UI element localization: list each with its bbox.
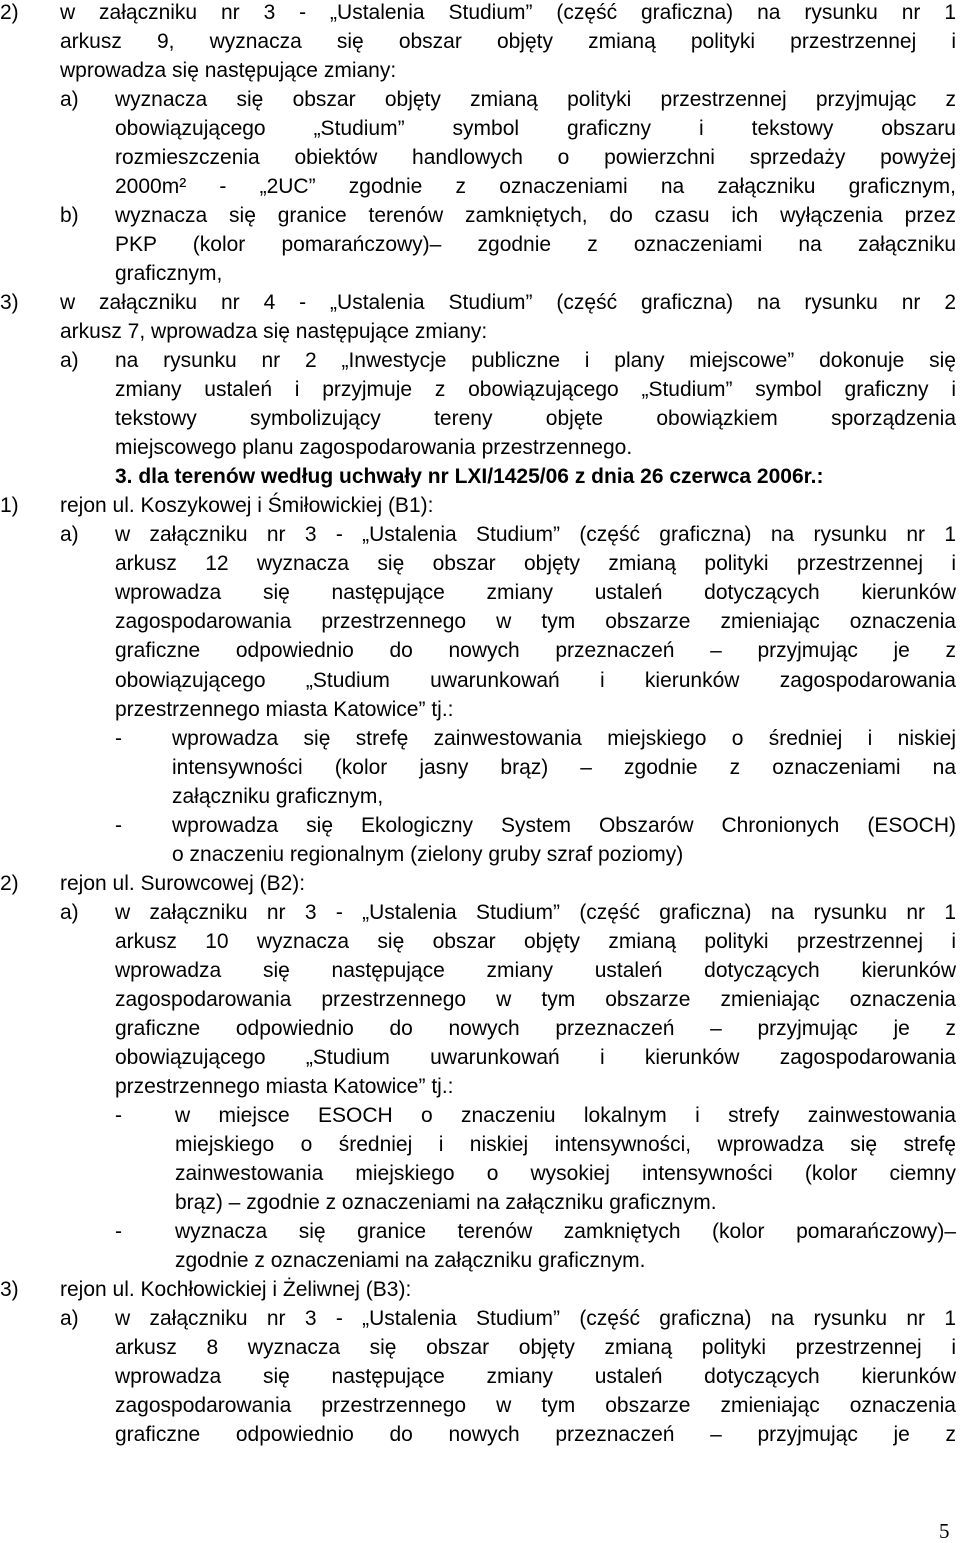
paragraph-text: rozmieszczenia obiektów handlowych o powierzchni sprzedaży powyżej <box>115 146 956 170</box>
paragraph-text: graficzne odpowiednio do nowych przeznaczeń – przyjmując je z <box>115 1423 956 1446</box>
list-marker: 2) <box>0 1 19 24</box>
text-line <box>0 753 960 782</box>
text-line <box>0 1217 960 1246</box>
list-marker: b) <box>60 204 79 228</box>
list-marker: 1) <box>0 494 19 518</box>
paragraph-text: w załączniku nr 4 - „Ustalenia Studium” (część graficzna) na rysunku nr 2 <box>60 291 956 315</box>
text-line <box>0 782 960 811</box>
paragraph-text: obowiązującego „Studium” symbol graficzny i tekstowy obszaru <box>115 117 956 141</box>
paragraph-text: zagospodarowania przestrzennego w tym obszarze zmieniając oznaczenia <box>115 987 956 1011</box>
text-line <box>0 956 960 985</box>
paragraph-text: rejon ul. Surowcowej (B2): <box>60 871 306 895</box>
paragraph-text: wprowadza się następujące zmiany ustaleń dotyczących kierunków <box>115 958 956 982</box>
text-line <box>0 1304 960 1333</box>
paragraph-text: brąz) – zgodnie z oznaczeniami na załączniku graficznym. <box>175 1190 717 1214</box>
paragraph-text: rejon ul. Kochłowickiej i Żeliwnej (B3): <box>60 1277 412 1301</box>
paragraph-text: przestrzennego miasta Katowice” tj.: <box>115 697 454 721</box>
paragraph-text: o znaczeniu regionalnym (zielony gruby szraf poziomy) <box>172 842 684 866</box>
paragraph-text: wprowadza się następujące zmiany: <box>60 59 397 82</box>
paragraph-text: graficzne odpowiednio do nowych przeznaczeń – przyjmując je z <box>115 639 956 663</box>
text-line <box>0 549 960 578</box>
text-line <box>0 491 960 520</box>
paragraph-text: zagospodarowania przestrzennego w tym obszarze zmieniając oznaczenia <box>115 1394 956 1417</box>
text-line <box>0 840 960 869</box>
text-line <box>0 695 960 724</box>
text-line <box>0 1072 960 1101</box>
list-marker: a) <box>60 1306 79 1330</box>
paragraph-text: w załączniku nr 3 - „Ustalenia Studium” (część graficzna) na rysunku nr 1 <box>115 900 956 924</box>
text-line <box>0 811 960 840</box>
text-line <box>0 1333 960 1362</box>
paragraph-text: rejon ul. Koszykowej i Śmiłowickiej (B1): <box>60 494 434 518</box>
section-heading: 3. dla terenów według uchwały nr LXI/1425/06 z dnia 26 czerwca 2006r.: <box>115 465 824 489</box>
text-line <box>0 375 960 404</box>
paragraph-text: zagospodarowania przestrzennego w tym obszarze zmieniając oznaczenia <box>115 610 956 634</box>
text-line <box>0 27 960 56</box>
text-line <box>0 1362 960 1391</box>
text-line <box>0 578 960 607</box>
text-line <box>0 0 960 27</box>
text-line <box>0 462 960 491</box>
list-marker: - <box>115 1219 122 1243</box>
text-line <box>0 172 960 201</box>
paragraph-text: obowiązującego „Studium uwarunkowań i kierunków zagospodarowania <box>115 668 956 692</box>
page-number: 5 <box>939 1519 950 1543</box>
text-line <box>0 1391 960 1420</box>
paragraph-text: w miejsce ESOCH o znaczeniu lokalnym i strefy zainwestowania <box>175 1103 956 1127</box>
text-line <box>0 869 960 898</box>
paragraph-text: miejscowego planu zagospodarowania przestrzennego. <box>115 436 633 460</box>
paragraph-text: na rysunku nr 2 „Inwestycje publiczne i plany miejscowe” dokonuje się <box>115 349 956 373</box>
paragraph-text: graficznym, <box>115 262 223 286</box>
list-marker: 2) <box>0 871 19 895</box>
paragraph-text: załączniku graficznym, <box>172 784 384 808</box>
text-line <box>0 346 960 375</box>
text-line <box>0 288 960 317</box>
paragraph-text: zainwestowania miejskiego o wysokiej intensywności (kolor ciemny <box>175 1161 956 1185</box>
text-line <box>0 636 960 665</box>
paragraph-text: wprowadza się następujące zmiany ustaleń dotyczących kierunków <box>115 1364 956 1388</box>
text-line <box>0 114 960 143</box>
paragraph-text: arkusz 12 wyznacza się obszar objęty zmianą polityki przestrzennej i <box>115 552 956 576</box>
paragraph-text: intensywności (kolor jasny brąz) – zgodnie z oznaczeniami na <box>172 755 956 779</box>
paragraph-text: wyznacza się granice terenów zamkniętych (kolor pomarańczowy)– <box>175 1219 956 1243</box>
list-marker: a) <box>60 349 79 373</box>
paragraph-text: PKP (kolor pomarańczowy)– zgodnie z oznaczeniami na załączniku <box>115 233 956 257</box>
text-line <box>0 898 960 927</box>
text-line <box>0 201 960 230</box>
list-marker: 3) <box>0 1277 19 1301</box>
text-line <box>0 1246 960 1275</box>
list-marker: 3) <box>0 291 19 315</box>
paragraph-text: arkusz 9, wyznacza się obszar objęty zmianą polityki przestrzennej i <box>60 30 956 53</box>
text-line <box>0 666 960 695</box>
paragraph-text: 2000m² - „2UC” zgodnie z oznaczeniami na załączniku graficznym, <box>115 175 956 199</box>
text-line <box>0 56 960 85</box>
paragraph-text: wprowadza się Ekologiczny System Obszarów Chronionych (ESOCH) <box>172 813 956 837</box>
text-line <box>0 927 960 956</box>
paragraph-text: tekstowy symbolizujący tereny objęte obowiązkiem sporządzenia <box>115 407 956 431</box>
paragraph-text: w załączniku nr 3 - „Ustalenia Studium” (część graficzna) na rysunku nr 1 <box>115 523 956 547</box>
text-line <box>0 143 960 172</box>
paragraph-text: w załączniku nr 3 - „Ustalenia Studium” (część graficzna) na rysunku nr 1 <box>115 1306 956 1330</box>
text-line <box>0 317 960 346</box>
list-marker: a) <box>60 523 79 547</box>
paragraph-text: wprowadza się następujące zmiany ustaleń dotyczących kierunków <box>115 581 956 605</box>
paragraph-text: wyznacza się granice terenów zamkniętych, do czasu ich wyłączenia przez <box>115 204 956 228</box>
paragraph-text: miejskiego o średniej i niskiej intensywności, wprowadza się strefę <box>175 1132 956 1156</box>
text-line <box>0 259 960 288</box>
paragraph-text: obowiązującego „Studium uwarunkowań i kierunków zagospodarowania <box>115 1045 956 1069</box>
list-marker: a) <box>60 88 79 112</box>
paragraph-text: graficzne odpowiednio do nowych przeznaczeń – przyjmując je z <box>115 1016 956 1040</box>
paragraph-text: przestrzennego miasta Katowice” tj.: <box>115 1074 454 1098</box>
text-line <box>0 520 960 549</box>
text-line <box>0 1420 960 1449</box>
text-line <box>0 404 960 433</box>
paragraph-text: zmiany ustaleń i przyjmuje z obowiązującego „Studium” symbol graficzny i <box>115 378 956 402</box>
text-line <box>0 1043 960 1072</box>
list-marker: a) <box>60 900 79 924</box>
paragraph-text: arkusz 8 wyznacza się obszar objęty zmianą polityki przestrzennej i <box>115 1335 956 1359</box>
text-line <box>0 1101 960 1130</box>
text-line <box>0 1014 960 1043</box>
text-line <box>0 230 960 259</box>
paragraph-text: wyznacza się obszar objęty zmianą polityki przestrzennej przyjmując z <box>115 88 956 112</box>
text-line <box>0 85 960 114</box>
list-marker: - <box>115 726 122 750</box>
text-line <box>0 607 960 636</box>
paragraph-text: w załączniku nr 3 - „Ustalenia Studium” (część graficzna) na rysunku nr 1 <box>60 1 956 24</box>
text-line <box>0 985 960 1014</box>
paragraph-text: arkusz 7, wprowadza się następujące zmiany: <box>60 320 488 344</box>
paragraph-text: wprowadza się strefę zainwestowania miejskiego o średniej i niskiej <box>172 726 956 750</box>
text-line <box>0 1159 960 1188</box>
text-line <box>0 1130 960 1159</box>
paragraph-text: zgodnie z oznaczeniami na załączniku graficznym. <box>175 1248 646 1272</box>
text-line <box>0 1188 960 1217</box>
text-line <box>0 433 960 462</box>
list-marker: - <box>115 813 122 837</box>
list-marker: - <box>115 1103 122 1127</box>
text-line <box>0 724 960 753</box>
paragraph-text: arkusz 10 wyznacza się obszar objęty zmianą polityki przestrzennej i <box>115 929 956 953</box>
text-line <box>0 1275 960 1304</box>
